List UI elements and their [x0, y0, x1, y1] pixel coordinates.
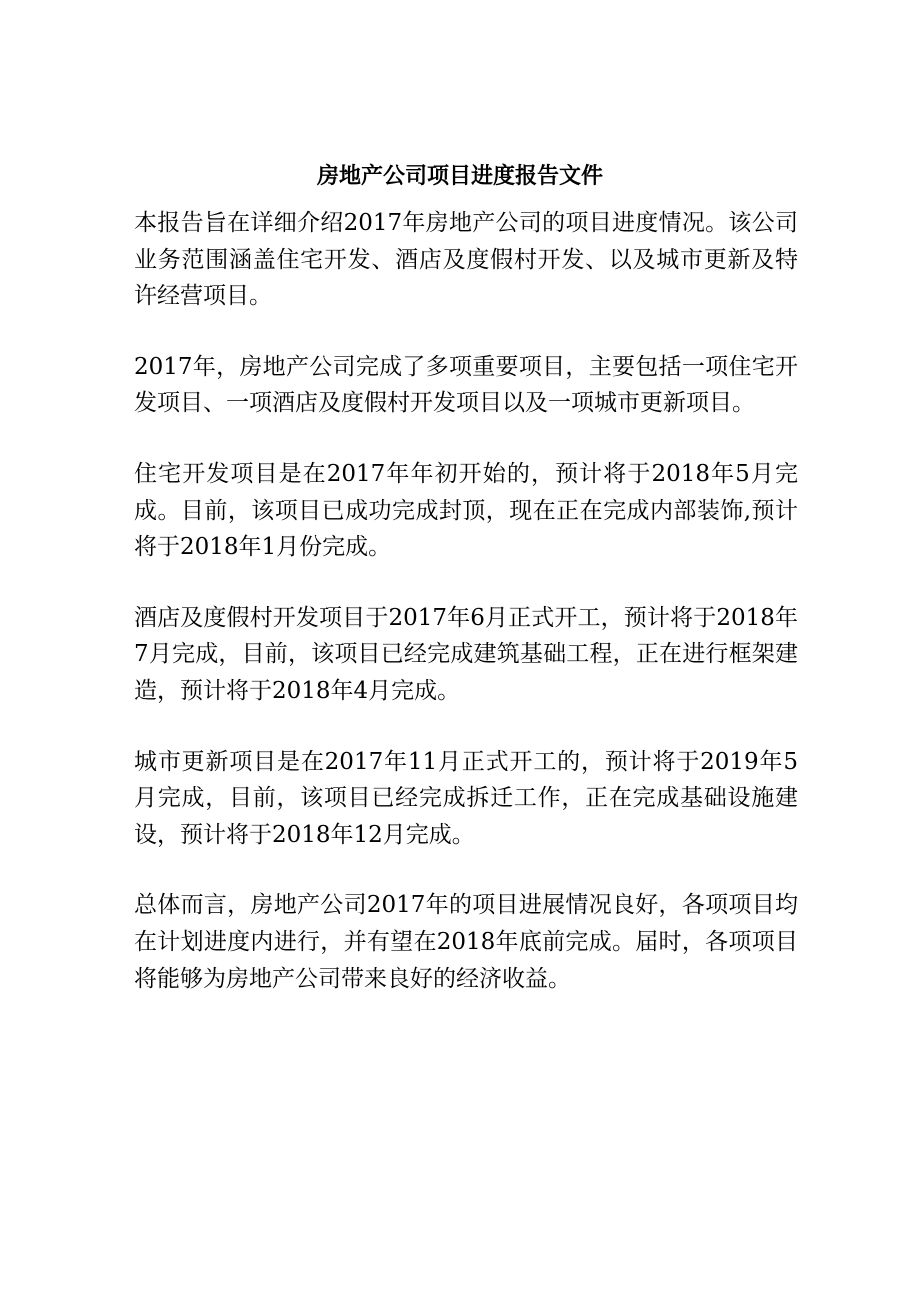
paragraph-conclusion: 总体而言，房地产公司2017年的项目进展情况良好，各项项目均在计划进度内进行，并有望在2018年底前完成。届时，各项项目将能够为房地产公司带来良好的经济收益。	[134, 892, 798, 992]
paragraph-urban-renewal-project: 城市更新项目是在2017年11月正式开工的，预计将于2019年5月完成，目前，该项目已经完成拆迁工作，正在完成基础设施建设，预计将于2018年12月完成。	[134, 748, 798, 848]
paragraph-summary-2017: 2017年，房地产公司完成了多项重要项目，主要包括一项住宅开发项目、一项酒店及度假村开发项目以及一项城市更新项目。	[134, 353, 798, 417]
paragraph-residential-project: 住宅开发项目是在2017年年初开始的，预计将于2018年5月完成。目前，该项目已成功完成封顶，现在正在完成内部装饰,预计将于2018年1月份完成。	[134, 460, 798, 561]
paragraph-hotel-resort-project: 酒店及度假村开发项目于2017年6月正式开工，预计将于2018年7月完成，目前，该项目已经完成建筑基础工程，正在进行框架建造，预计将于2018年4月完成。	[134, 604, 798, 704]
document-body	[134, 205, 798, 1031]
paragraph-intro: 本报告旨在详细介绍2017年房地产公司的项目进度情况。该公司业务范围涵盖住宅开发、酒店及度假村开发、以及城市更新及特许经营项目。	[134, 210, 798, 310]
document-title: 房地产公司项目进度报告文件	[316, 163, 603, 189]
